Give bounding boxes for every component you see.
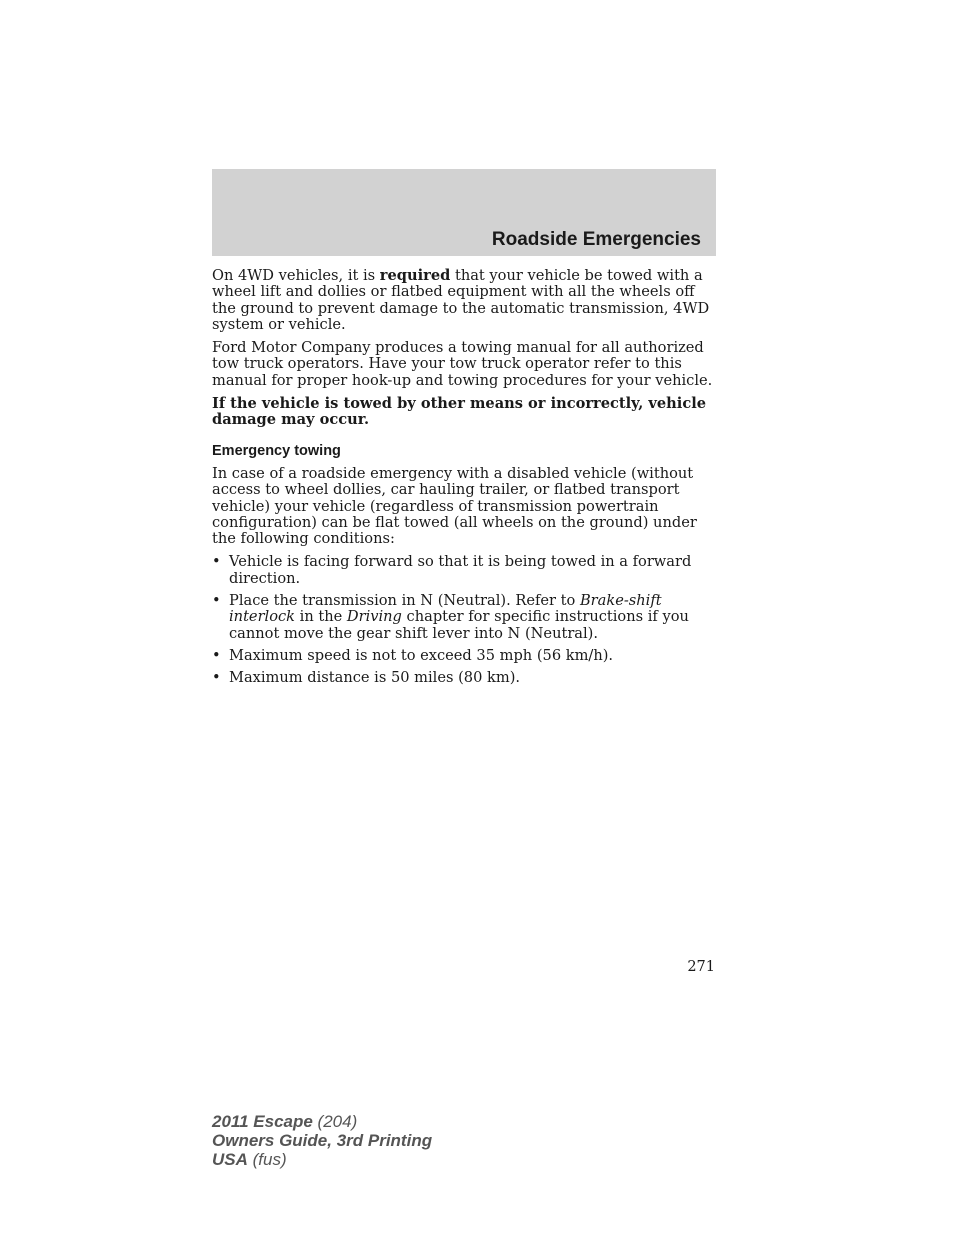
footer-model-code: (204) [312,1112,358,1131]
page-number: 271 [687,959,715,975]
page-content [212,268,716,693]
bullet-icon: • [212,669,221,687]
list-item [212,648,716,664]
footer-line-guide: Owners Guide, 3rd Printing [212,1131,433,1150]
list-item [212,554,716,587]
paragraph-towing-manual: Ford Motor Company produces a towing manual for all authorized tow truck operators. Have your tow truck operator refer to this manual for proper hook-up and towing procedures for your vehicle. [212,339,713,389]
footer-market: USA [212,1150,248,1169]
list-item-text: Vehicle is facing forward so that it is being towed in a forward direction. [229,553,692,587]
bullet-icon: • [212,553,221,571]
paragraph-4wd-text-after: that your vehicle be towed with a wheel lift and dollies or flatbed equipment with all the wheels off the ground to prevent damage to the automatic transmission, 4WD system or vehicle. [212,267,710,333]
list-item-text-part: chapter for specific instructions if you cannot move the gear shift lever into N (Neutral). [229,608,689,642]
paragraph-emergency-towing: In case of a roadside emergency with a disabled vehicle (without access to wheel dollies, car hauling trailer, or flatbed transport vehicle) your vehicle (regardless of transmission powertrain configuration) can be flat towed (all wheels on the ground) under the following conditions: [212,464,697,548]
warning-text: If the vehicle is towed by other means or incorrectly, vehicle damage may occur. [212,395,707,429]
paragraph-4wd-text-before: On 4WD vehicles, it is [212,267,380,284]
reference-driving-chapter: Driving [346,608,402,626]
footer-publication-info [212,1112,432,1169]
list-item-text: Maximum speed is not to exceed 35 mph (56 km/h). [229,646,614,664]
bullet-icon: • [212,592,221,610]
subheading-emergency-towing: Emergency towing [212,442,341,459]
paragraph-4wd-bold: required [379,267,451,284]
list-item-text-part: Place the transmission in N (Neutral). Refer to [229,592,580,610]
footer-line-model [212,1112,432,1131]
footer-line-market [212,1150,432,1169]
list-item-text-part: in the [295,608,347,626]
list-item [212,593,716,642]
footer-market-code: (fus) [247,1150,287,1169]
bullet-icon: • [212,646,221,664]
footer-model: 2011 Escape [212,1112,313,1131]
list-item-text [229,592,689,642]
conditions-list [212,554,716,686]
list-item-text: Maximum distance is 50 miles (80 km). [229,669,521,687]
list-item [212,670,716,686]
reference-brake-shift-interlock: Brake-shift interlock [229,592,662,626]
section-header-band [212,169,716,256]
paragraph-4wd-towing [212,268,716,333]
section-title: Roadside Emergencies [491,229,701,250]
